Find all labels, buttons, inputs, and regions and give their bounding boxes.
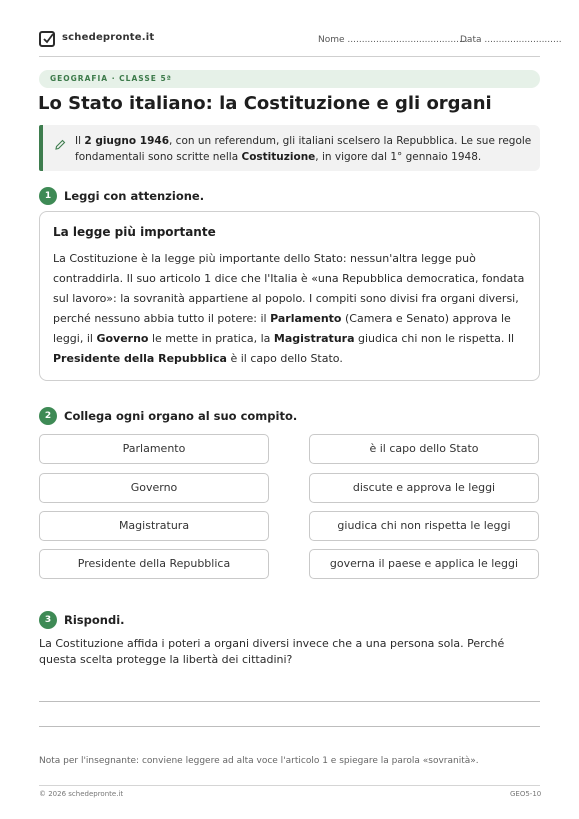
footer-divider [39, 785, 540, 786]
organ-magistratura[interactable]: Magistratura [39, 511, 269, 541]
task-capo-stato[interactable]: è il capo dello Stato [309, 434, 539, 464]
task-approva-leggi[interactable]: discute e approva le leggi [309, 473, 539, 503]
section-2-title: Collega ogni organo al suo compito. [64, 409, 298, 423]
checkbox-icon [39, 31, 55, 47]
section-3-number: 3 [39, 611, 57, 629]
page-title: Lo Stato italiano: la Costituzione e gli organi [38, 93, 492, 114]
section-2-number: 2 [39, 407, 57, 425]
section-1-title: Leggi con attenzione. [64, 189, 205, 203]
footer-code: GEO5-10 [510, 790, 542, 798]
date-field[interactable]: Data ........................... [460, 35, 562, 45]
section-1-number: 1 [39, 187, 57, 205]
intro-text: Il 2 giugno 1946, con un referendum, gli italiani scelsero la Repubblica. Le sue regole fondamentali sono scritte nella Costituzione, in vigore dal 1° gennaio 1948. [75, 135, 532, 163]
organ-presidente[interactable]: Presidente della Repubblica [39, 549, 269, 579]
pencil-icon [54, 136, 66, 148]
intro-accent-bar [39, 125, 43, 171]
name-field[interactable]: Nome .......................................... [318, 35, 468, 45]
site-logo-text: schedepronte.it [62, 32, 155, 43]
section-3-title: Rispondi. [64, 613, 125, 627]
question-text: La Costituzione affida i poteri a organi diversi invece che a una persona sola. Perché questa scelta protegge la libertà dei cittadini? [39, 637, 505, 666]
task-governa[interactable]: governa il paese e applica le leggi [309, 549, 539, 579]
task-giudica[interactable]: giudica chi non rispetta le leggi [309, 511, 539, 541]
teacher-note: Nota per l'insegnante: conviene leggere ad alta voce l'articolo 1 e spiegare la parola «sovranità». [39, 756, 479, 766]
organ-parlamento[interactable]: Parlamento [39, 434, 269, 464]
organ-governo[interactable]: Governo [39, 473, 269, 503]
reading-title: La legge più importante [53, 225, 216, 239]
footer-copyright: © 2026 schedepronte.it [39, 790, 124, 798]
answer-line[interactable] [39, 726, 540, 727]
subject-tag-label: GEOGRAFIA · CLASSE 5ª [50, 74, 172, 83]
reading-text: La Costituzione è la legge più importante dello Stato: nessun'altra legge può contraddirla. Il suo articolo 1 dice che l'Italia è «una Repubblica democratica, fondata sul lavoro»: la sovranità appartiene al popolo. I compiti sono divisi fra organi diversi, perché nessuno abbia tutto il potere: il Parlamento (Camera e Senato) approva le leggi, il Governo le mette in pratica, la Magistratura giudica chi non le rispetta. Il Presidente della Repubblica è il capo dello Stato. [53, 252, 525, 365]
header-divider [39, 56, 540, 57]
answer-line[interactable] [39, 701, 540, 702]
